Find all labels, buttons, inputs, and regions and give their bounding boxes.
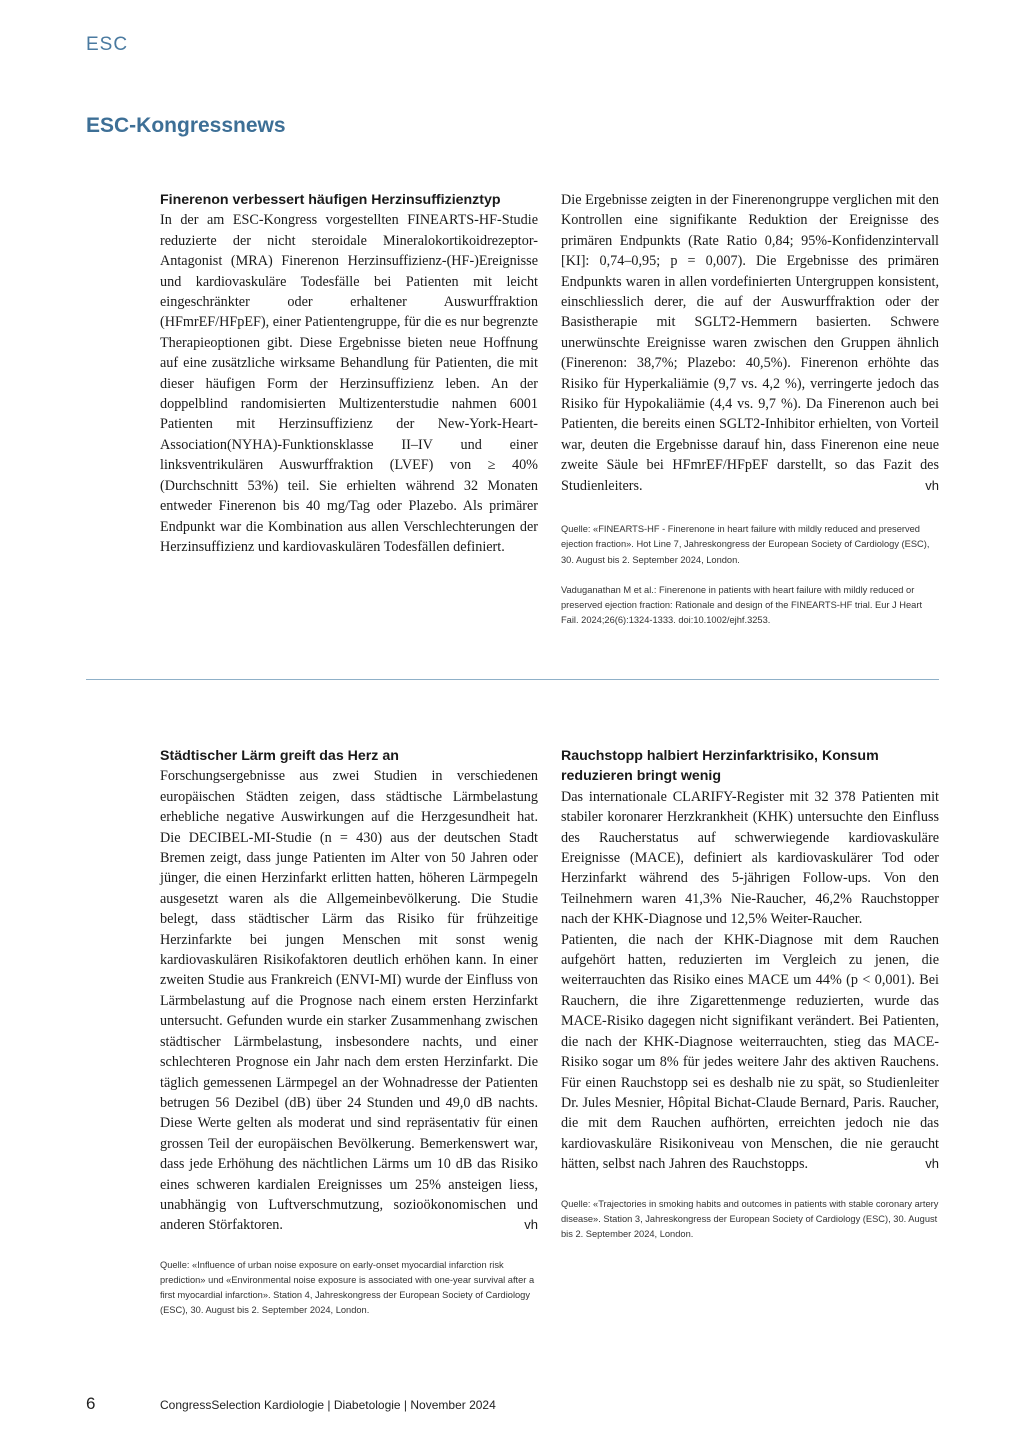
section-label: ESC [86,34,129,55]
article-paragraph: Das internationale CLARIFY-Register mit 32 378 Patienten mit stabiler koronarer Herzkrankheit (KHK) untersuchte den Einfluss des Raucherstatus auf schwerwiegende kardiovaskuläre Ereignisse (MACE), definiert als kardiovaskulärer Tod oder Herzinfarkt während des 5-jährigen Follow-ups. Von den Teilnehmern waren 41,3% Nie-Raucher, 46,2% Rauchstopper nach der KHK-Diagnose und 12,5% Weiter-Raucher. [561,788,939,928]
article-title: Städtischer Lärm greift das Herz an [160,748,399,764]
article-rauchstopp [561,746,939,1242]
article-laerm [160,746,538,1319]
section-divider [86,679,939,680]
page-title: ESC-Kongressnews [86,114,286,137]
article-paragraph [561,930,939,1175]
author-initials: vh [524,1217,538,1233]
article-finerenon-col-1 [160,190,538,557]
source-citation: Vaduganathan M et al.: Finerenone in patients with heart failure with mildly reduced or preserved ejection fraction: Rationale and design of the FINEARTS-HF trial. Eur J Heart Fail. 2024;26(6):1324-1333. doi:10.1002/ejhf.3253. [561,584,923,626]
paragraph-text: Die Ergebnisse zeigten in der Finerenongruppe verglichen mit den Kontrollen eine signifikante Reduktion der Ereignisse des primären Endpunkts (Rate Ratio 0,84; 95%-Konfidenzintervall [KI]: 0,74–0,95; p = 0,007). Die Ergebnisse des primären Endpunkts waren in allen vordefinierten Untergruppen konsistent, einschliesslich derer, die auf der Auswurffraktion oder der Basistherapie mit SGLT2-Hemmern basierten. Schwere unerwünschte Ereignisse waren zwischen den Gruppen ähnlich (Finerenon: 38,7%; Plazebo: 40,5%). Finerenon erhöhte das Risiko für Hyperkaliämie (9,7 vs. 4,2 %), verringerte jedoch das Risiko für Hypokaliämie (4,4 vs. 9,7 %). Da Finerenon auch bei Patienten, die bereits einen SGLT2-Inhibitor erhielten, von Vorteil war, deuten die Ergebnisse darauf hin, dass Finerenon eine neue zweite Säule bei HFmrEF/HFpEF darstellt, so das Fazit des Studienleiters. [561,192,939,494]
article-paragraph [160,766,538,1235]
article-title: Rauchstopp halbiert Herzinfarktrisiko, Konsum reduzieren bringt wenig [561,748,879,785]
paragraph-text: Forschungsergebnisse aus zwei Studien in verschiedenen europäischen Städten zeigen, dass städtische Lärmbelastung erhebliche negative Auswirkungen auf die Herzgesundheit hat. Die DECIBEL-MI-Studie (n = 430) aus der deutschen Stadt Bremen zeigt, dass junge Patienten im Alter von 50 Jahren oder jünger, die einen Herzinfarkt erlitten hatten, höheren Lärmpegeln ausgesetzt waren als die Allgemeinbevölkerung. Die Studie belegt, dass städtischer Lärm das Risiko für frühzeitige Herzinfarkte bei jungen Menschen mit sonst wenig kardiovaskulären Risikofaktoren deutlich erhöhen kann. In einer zweiten Studie aus Frankreich (ENVI-MI) wurde der Einfluss von Lärmbelastung auf die Prognose nach einem ersten Herzinfarkt untersucht. Gefunden wurde ein starker Zusammenhang zwischen städtischer Lärmbelastung, insbesondere nachts, und einer schlechteren Prognose ein Jahr nach dem ersten Herzinfarkt. Die täglich gemessenen Lärmpegel an der Wohnadresse der Patienten betrugen 56 Dezibel (dB) über 24 Stunden und 49,0 dB nachts. Diese Werte gelten als moderat und sind repräsentativ für einen grossen Teil der europäischen Bevölkerung. Bemerkenswert war, dass jede Erhöhung des nächtlichen Lärms um 10 dB das Risiko eines schweren kardialen Ereignisses um 25% ansteigen liess, unabhängig von Luftverschmutzung, sozioökonomischen und anderen Störfaktoren. [160,768,538,1234]
source-citation: Quelle: «Influence of urban noise exposure on early-onset myocardial infarction risk prediction» und «Environmental noise exposure is associated with one-year survival after a first myocardial infarction». Station 4, Jahreskongress der European Society of Cardiology (ESC), 30. August bis 2. September 2024, London. [160,1259,535,1316]
paragraph-text: Patienten, die nach der KHK-Diagnose mit dem Rauchen aufgehört hatten, reduzierten im Vergleich zu jenen, die weiterrauchten das Risiko eines MACE um 44% (p < 0,001). Bei Rauchern, die ihre Zigarettenmenge reduzierten, wurde das MACE-Risiko dagegen nicht signifikant verändert. Bei Patienten, die nach der KHK-Diagnose weiterrauchten, stieg das MACE-Risiko sogar um 8% für jedes weitere Jahr des aktiven Rauchens. Für einen Rauchstopp sei es deshalb nie zu spät, so Studienleiter Dr. Jules Mesnier, Hôpital Bichat-Claude Bernard, Paris. Raucher, die mit dem Rauchen aufhörten, erreichten jedoch nie das kardiovaskuläre Risikoniveau von Menschen, die nie geraucht hätten, selbst nach Jahren des Rauchstopps. [561,931,939,1173]
author-initials: vh [925,1156,939,1172]
publication-footer: CongressSelection Kardiologie | Diabetologie | November 2024 [160,1398,496,1412]
source-citation: Quelle: «Trajectories in smoking habits and outcomes in patients with stable coronary artery disease». Station 3, Jahreskongress der European Society of Cardiology (ESC), 30. August bis 2. September 2024, London. [561,1198,939,1239]
article-finerenon-col-2 [561,190,939,628]
article-title: Finerenon verbessert häufigen Herzinsuffizienztyp [160,192,501,208]
author-initials: vh [925,477,939,493]
article-paragraph [561,190,939,496]
article-paragraph: In der am ESC-Kongress vorgestellten FINEARTS-HF-Studie reduzierte der nicht steroidale Mineralokortikoidrezeptor-Antagonist (MRA) Finerenon Herzinsuffizienz-(HF-)Ereignisse und kardiovaskuläre Todesfälle bei Patienten mit leicht eingeschränkter oder erhaltener Auswurffraktion (HFmrEF/HFpEF), einer Patientengruppe, für die es nur begrenzte Therapieoptionen gibt. Diese Ergebnisse bieten neue Hoffnung auf eine zusätzliche wirksame Behandlung für Patienten, die mit dieser häufigen Form der Herzinsuffizienz leben. An der doppelblind randomisierten Multizenterstudie nahmen 6001 Patienten mit Herzinsuffizienz der New-York-Heart-Association(NYHA)-Funktionsklasse II–IV und einer linksventrikulären Auswurffraktion (LVEF) von ≥ 40% (Durchschnitt 53%) teil. Sie erhielten während 32 Monaten entweder Finerenon bis 40 mg/Tag oder Plazebo. Als primärer Endpunkt war die Kombination aus allen Verschlechterungen der Herzinsuffizienz und kardiovaskulären Todesfällen definiert. [160,212,538,555]
source-citation: Quelle: «FINEARTS-HF - Finerenone in heart failure with mildly reduced and preserved ejection fraction». Hot Line 7, Jahreskongress der European Society of Cardiology (ESC), 30. August bis 2. September 2024, London. [561,524,930,565]
page-number: 6 [86,1394,96,1413]
